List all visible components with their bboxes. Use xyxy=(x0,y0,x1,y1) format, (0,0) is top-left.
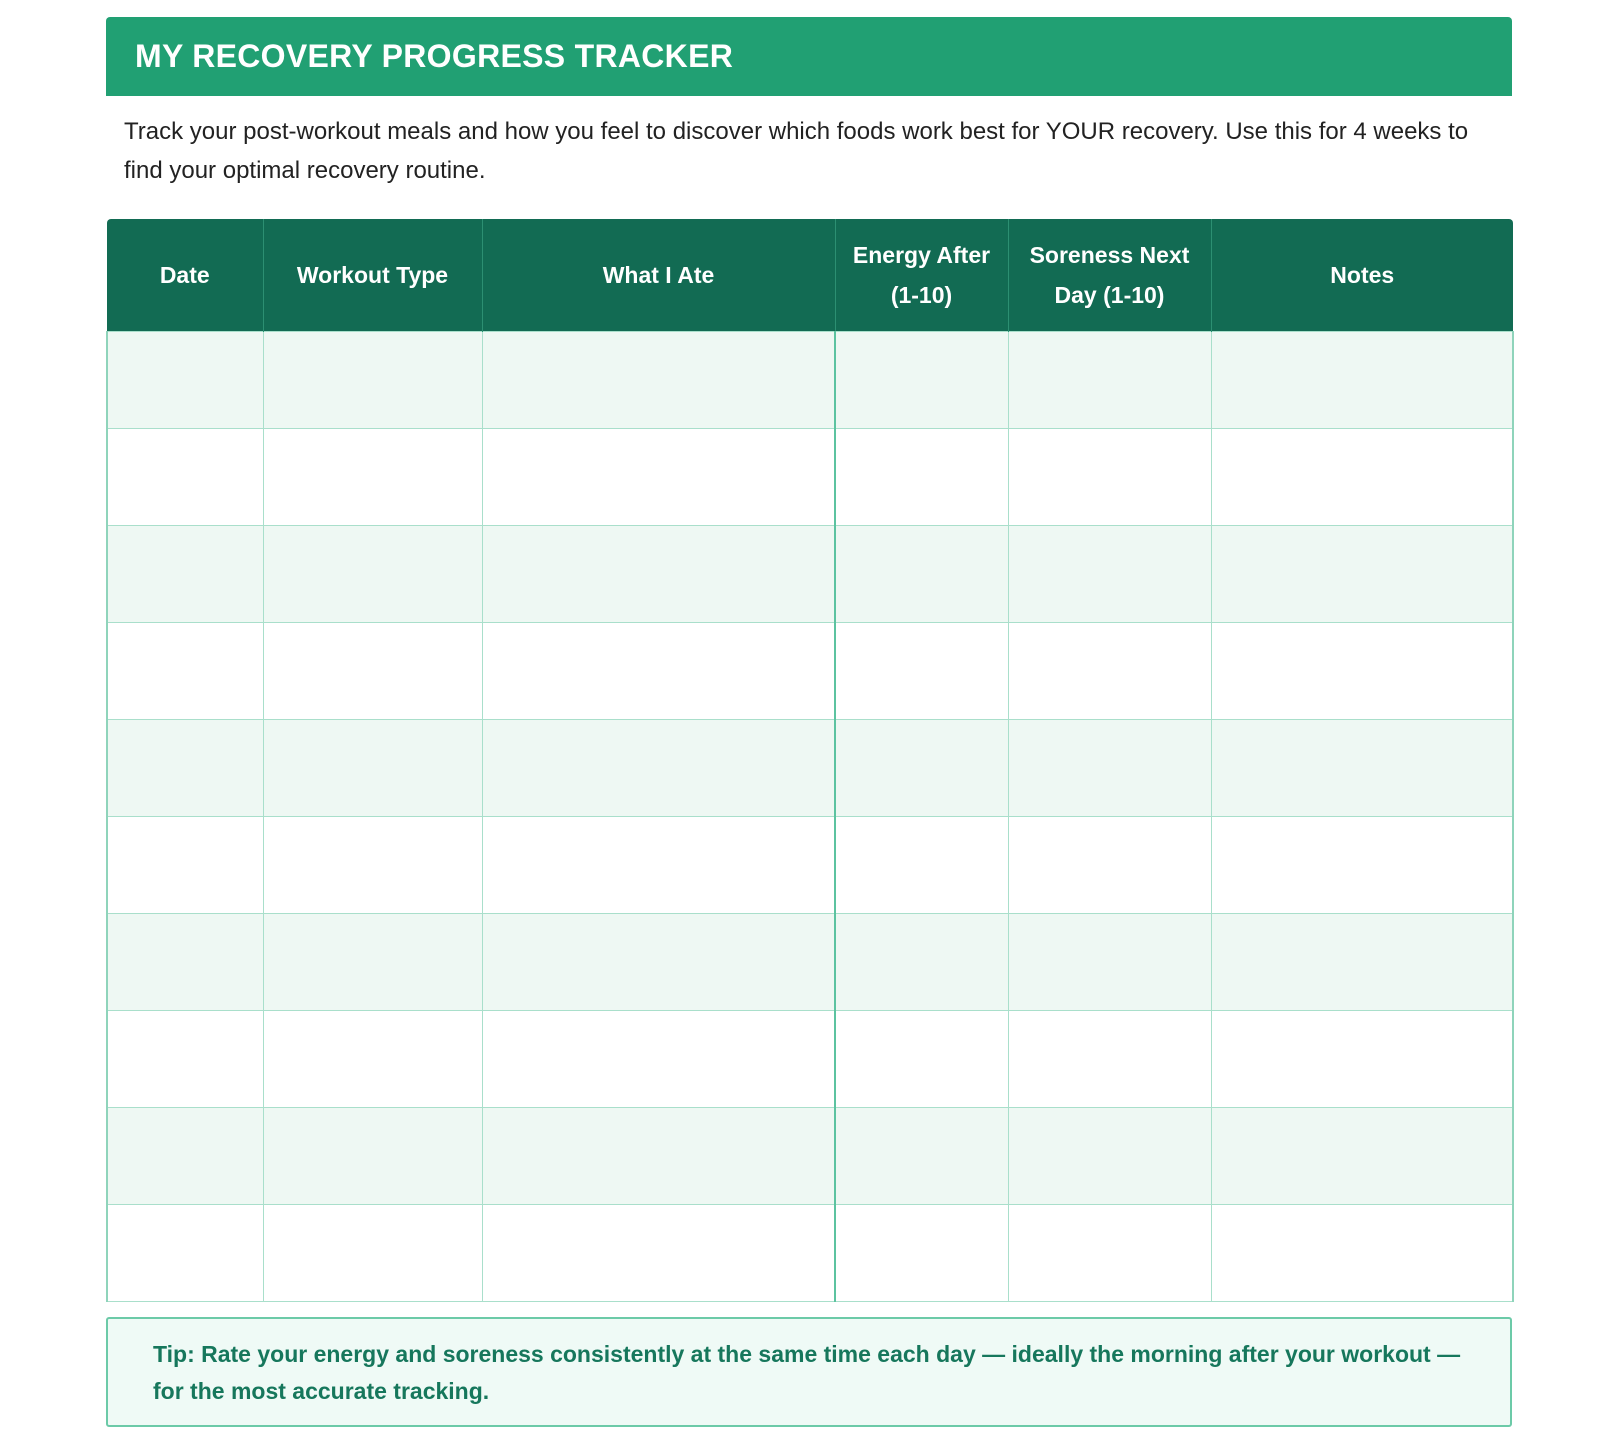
cell-soreness-next-day[interactable] xyxy=(1008,428,1211,525)
cell-what-i-ate[interactable] xyxy=(482,816,835,913)
cell-workout-type[interactable] xyxy=(263,1010,482,1107)
table-row xyxy=(107,622,1513,719)
column-header-workout-type xyxy=(263,219,482,331)
cell-date[interactable] xyxy=(107,331,263,428)
cell-what-i-ate[interactable] xyxy=(482,1204,835,1301)
cell-soreness-next-day[interactable] xyxy=(1008,719,1211,816)
cell-energy-after[interactable] xyxy=(835,525,1008,622)
column-header-energy-after xyxy=(835,219,1008,331)
column-header-label: Notes xyxy=(1330,261,1395,288)
cell-notes[interactable] xyxy=(1211,622,1513,719)
cell-notes[interactable] xyxy=(1211,816,1513,913)
table-body xyxy=(107,331,1513,1301)
cell-notes[interactable] xyxy=(1211,1107,1513,1204)
cell-date[interactable] xyxy=(107,1107,263,1204)
column-header-sublabel: (1-10) xyxy=(890,281,953,308)
cell-soreness-next-day[interactable] xyxy=(1008,1010,1211,1107)
table-row xyxy=(107,816,1513,913)
column-header-label: Workout Type xyxy=(296,261,449,288)
cell-energy-after[interactable] xyxy=(835,622,1008,719)
column-header-label: Date xyxy=(159,261,210,288)
table-row xyxy=(107,525,1513,622)
cell-energy-after[interactable] xyxy=(835,1204,1008,1301)
cell-notes[interactable] xyxy=(1211,719,1513,816)
cell-soreness-next-day[interactable] xyxy=(1008,913,1211,1010)
cell-energy-after[interactable] xyxy=(835,428,1008,525)
cell-workout-type[interactable] xyxy=(263,525,482,622)
cell-date[interactable] xyxy=(107,816,263,913)
cell-workout-type[interactable] xyxy=(263,1204,482,1301)
tip-box xyxy=(106,1317,1512,1427)
cell-workout-type[interactable] xyxy=(263,913,482,1010)
cell-date[interactable] xyxy=(107,428,263,525)
cell-what-i-ate[interactable] xyxy=(482,331,835,428)
cell-workout-type[interactable] xyxy=(263,1107,482,1204)
column-header-soreness-next-day xyxy=(1008,219,1211,331)
table-header-row xyxy=(107,219,1513,331)
cell-notes[interactable] xyxy=(1211,428,1513,525)
tip-text: Tip: Rate your energy and soreness consistently at the same time each day — ideally the morning after your workout — for the most accurate tracking. xyxy=(153,1341,1461,1404)
cell-energy-after[interactable] xyxy=(835,816,1008,913)
table-row xyxy=(107,428,1513,525)
cell-soreness-next-day[interactable] xyxy=(1008,1107,1211,1204)
cell-soreness-next-day[interactable] xyxy=(1008,331,1211,428)
cell-what-i-ate[interactable] xyxy=(482,428,835,525)
cell-what-i-ate[interactable] xyxy=(482,1107,835,1204)
table-row xyxy=(107,913,1513,1010)
cell-soreness-next-day[interactable] xyxy=(1008,1204,1211,1301)
cell-notes[interactable] xyxy=(1211,913,1513,1010)
title-banner xyxy=(106,17,1512,96)
tracker-table xyxy=(106,219,1514,1302)
column-header-label: What I Ate xyxy=(602,261,715,288)
cell-energy-after[interactable] xyxy=(835,719,1008,816)
cell-date[interactable] xyxy=(107,719,263,816)
cell-what-i-ate[interactable] xyxy=(482,913,835,1010)
table-row xyxy=(107,1204,1513,1301)
column-header-notes xyxy=(1211,219,1513,331)
cell-soreness-next-day[interactable] xyxy=(1008,816,1211,913)
table-row xyxy=(107,331,1513,428)
cell-energy-after[interactable] xyxy=(835,1010,1008,1107)
tracker-page xyxy=(106,17,1512,1404)
page-title: MY RECOVERY PROGRESS TRACKER xyxy=(135,38,734,74)
cell-date[interactable] xyxy=(107,1204,263,1301)
cell-workout-type[interactable] xyxy=(263,331,482,428)
cell-what-i-ate[interactable] xyxy=(482,1010,835,1107)
cell-energy-after[interactable] xyxy=(835,1107,1008,1204)
cell-notes[interactable] xyxy=(1211,525,1513,622)
cell-date[interactable] xyxy=(107,913,263,1010)
cell-what-i-ate[interactable] xyxy=(482,719,835,816)
cell-date[interactable] xyxy=(107,1010,263,1107)
cell-workout-type[interactable] xyxy=(263,816,482,913)
table-row xyxy=(107,719,1513,816)
table-row xyxy=(107,1010,1513,1107)
cell-what-i-ate[interactable] xyxy=(482,525,835,622)
cell-workout-type[interactable] xyxy=(263,428,482,525)
cell-soreness-next-day[interactable] xyxy=(1008,525,1211,622)
column-header-date xyxy=(107,219,263,331)
cell-workout-type[interactable] xyxy=(263,719,482,816)
column-header-sublabel: Day (1-10) xyxy=(1054,281,1165,308)
cell-energy-after[interactable] xyxy=(835,331,1008,428)
cell-notes[interactable] xyxy=(1211,331,1513,428)
column-header-what-i-ate xyxy=(482,219,835,331)
cell-soreness-next-day[interactable] xyxy=(1008,622,1211,719)
column-header-label: Energy After xyxy=(852,241,991,268)
cell-notes[interactable] xyxy=(1211,1010,1513,1107)
cell-date[interactable] xyxy=(107,525,263,622)
cell-workout-type[interactable] xyxy=(263,622,482,719)
cell-notes[interactable] xyxy=(1211,1204,1513,1301)
cell-date[interactable] xyxy=(107,622,263,719)
cell-what-i-ate[interactable] xyxy=(482,622,835,719)
table-row xyxy=(107,1107,1513,1204)
column-header-label: Soreness Next xyxy=(1029,241,1190,268)
intro-text: Track your post-workout meals and how you feel to discover which foods work best for YOUR recovery. Use this for 4 weeks to find your optimal recovery routine. xyxy=(124,118,1469,184)
cell-energy-after[interactable] xyxy=(835,913,1008,1010)
